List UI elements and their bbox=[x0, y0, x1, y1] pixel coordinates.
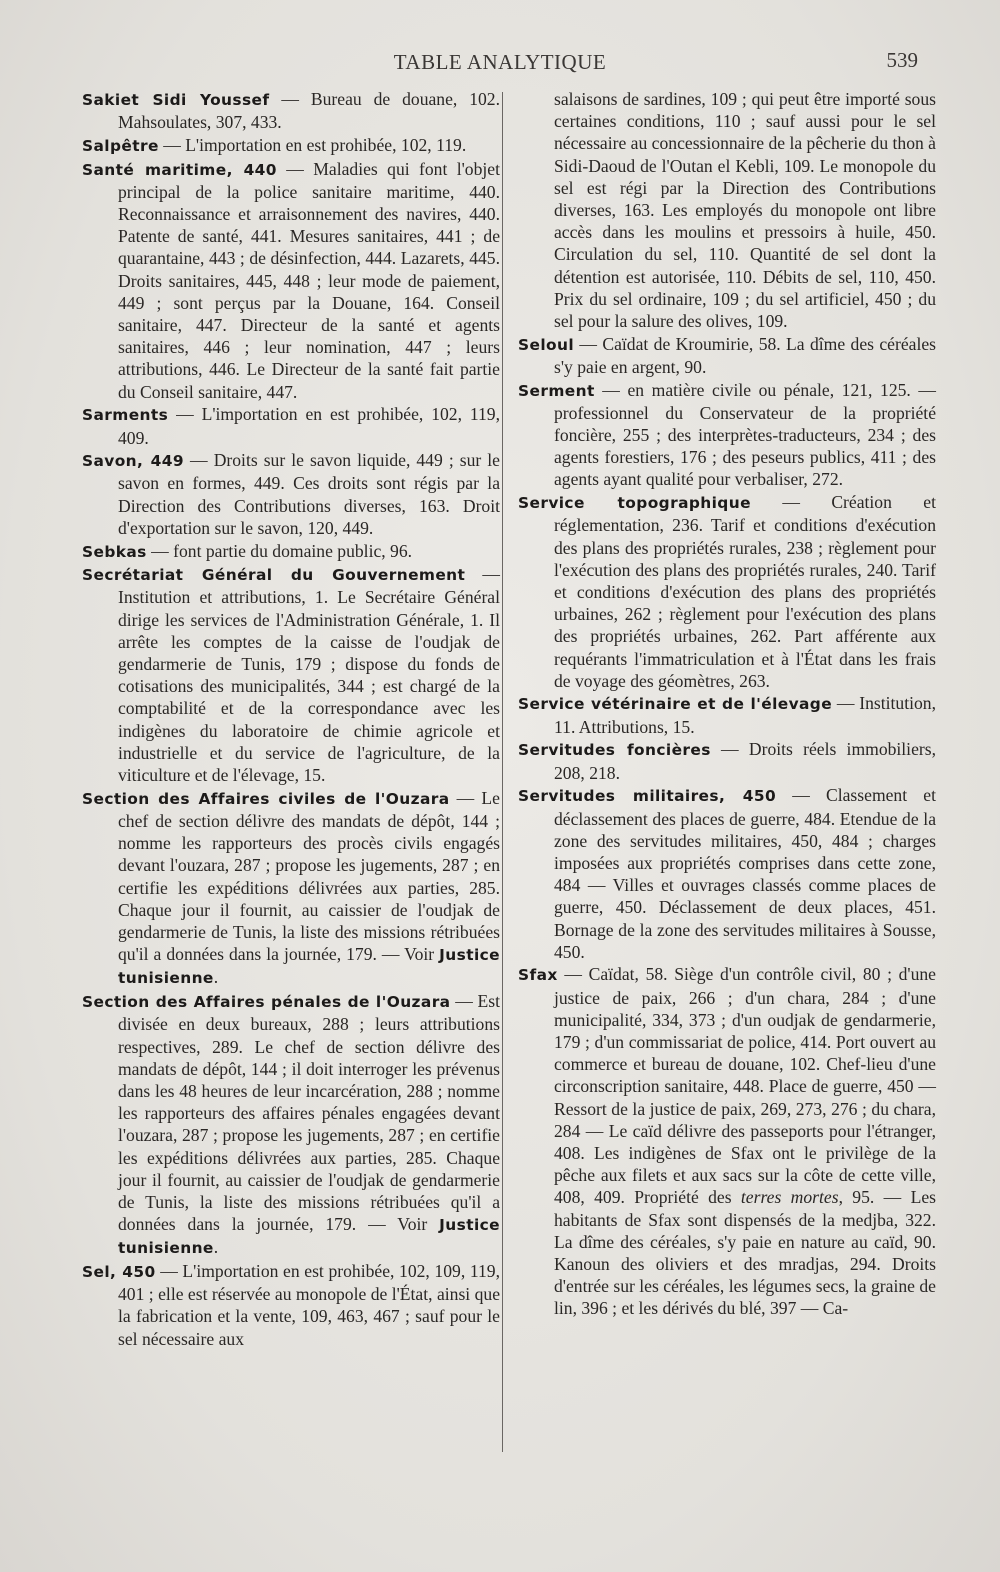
index-term: Serment bbox=[518, 381, 595, 400]
index-term: Santé maritime, 440 bbox=[82, 160, 277, 179]
index-term: Sarments bbox=[82, 406, 169, 425]
index-text: — Bureau de douane, 102. Mahsoulates, 307, 433. bbox=[118, 89, 500, 133]
index-italic-text: terres mortes bbox=[740, 1187, 839, 1208]
index-entry bbox=[518, 333, 936, 378]
index-entry bbox=[82, 449, 500, 539]
index-text: — font partie du domaine public, 96. bbox=[146, 540, 413, 561]
index-term: Savon, 449 bbox=[82, 452, 185, 471]
index-entry bbox=[518, 784, 936, 963]
page-number: 539 bbox=[886, 48, 918, 72]
index-column-left bbox=[82, 88, 500, 1350]
cross-reference: Justice tunisienne bbox=[118, 1216, 500, 1258]
index-text: — L'importation en est prohibée, 102, 119, 409. bbox=[118, 404, 500, 448]
index-text: — Institution et attributions, 1. Le Secrétaire Général dirige les services de l'Administration Générale, 1. Il arrête les comptes de la caisse de l'oudjak de gendarmerie de Tunis, 179 ; dispose du fonds de cotisations des municipalités, 344 ; est chargé de la comptabilité et de la correspondance avec les indigènes du laboratoire de chimie agricole et industrielle et du service de l'agriculture, de la viticulture et de l'élevage, 15. bbox=[118, 564, 500, 786]
index-term: Servitudes militaires, 450 bbox=[518, 787, 777, 806]
index-text: — Droits sur le savon liquide, 449 ; sur le savon en formes, 449. Ces droits sont régis par la Direction des Contributions diverses, 163. Droit d'exportation sur le savon, 120, 449. bbox=[118, 450, 500, 538]
index-entry bbox=[82, 88, 500, 133]
index-text: , 95. — Les habitants de Sfax sont dispensés de la medjba, 322. La dîme des céréales, s'y paie en nature au caïd, 90. Kanoun des oliviers et des mradjas, 294. Droits d'entrée sur les céréales, les légumes secs, la graine de lin, 396 ; et les dérivés du blé, 397 — Ca- bbox=[554, 1187, 936, 1319]
index-text: — Le chef de section délivre des mandats de dépôt, 144 ; nomme les rapporteurs des procès civils engagés devant l'ouzara, 287 ; propose les jugements, 287 ; en certifie les expéditions délivrées aux parties, 285. Chaque jour il fournit, au caissier de l'oudjak de gendarmerie de Tunis, la liste des missions rétribuées qu'il a données dans la journée, 179. — Voir bbox=[118, 787, 500, 965]
index-text: — Classement et déclassement des places de guerre, 484. Etendue de la zone des servitudes militaires, 450, 484 ; charges imposées aux propriétés comprises dans cette zone, 484 — Villes et ouvrages classés comme places de guerre, 450. Déclassement de deux places, 451. Bornage de la zone des servitudes militaires à Sousse, 450. bbox=[554, 785, 936, 962]
column-divider bbox=[502, 92, 503, 1452]
index-term: Sakiet Sidi Youssef bbox=[82, 91, 270, 109]
index-text: . bbox=[213, 967, 219, 988]
index-text: — L'importation en est prohibée, 102, 109, 119, 401 ; elle est réservée au monopole de l'État, ainsi que la fabrication et la vente, 109, 463, 467 ; sauf pour le sel nécessaire aux bbox=[118, 1261, 500, 1349]
index-entry bbox=[82, 787, 500, 990]
index-term: Seloul bbox=[518, 335, 575, 354]
index-entry bbox=[518, 379, 936, 491]
index-entry bbox=[518, 963, 936, 1319]
index-entry bbox=[82, 540, 500, 563]
index-text: — Caïdat, 58. Siège d'un contrôle civil, 80 ; d'une justice de paix, 266 ; d'un chara, 284 ; d'une municipalité, 334, 373 ; d'un oudjak de gendarmerie, 179 ; d'un commissariat de police, 414. Port ouvert au commerce et bureau de douane, 102. Chef-lieu d'une circonscription sanitaire, 448. Place de guerre, 450 — Ressort de la justice de paix, 269, 273, 276 ; du chara, 284 — Le caïd délivre des passeports pour l'étranger, 408. Les indigènes de Sfax ont le privilège de la pêche aux filets et aux sacs sur la côte de cette ville, 408, 409. Propriété des bbox=[554, 964, 936, 1208]
index-text: — Institution, 11. Attributions, 15. bbox=[554, 693, 936, 737]
index-term: Secrétariat Général du Gouvernement bbox=[82, 566, 466, 585]
index-entry bbox=[82, 403, 500, 448]
index-text: — Droits réels immobiliers, 208, 218. bbox=[554, 739, 936, 783]
index-column-right bbox=[518, 88, 936, 1320]
index-term: Sebkas bbox=[82, 542, 147, 561]
index-text: — Création et réglementation, 236. Tarif et conditions d'exécution des plans des propriétés rurales, 238 ; règlement pour l'exécution des plans des propriétés rurales, 240. Tarif et conditions d'exécution des plans des propriétés urbaines, 262 ; règlement pour l'exécution des plans des propriétés urbaines, 262. Part afférente aux requérants l'immatriculation et à l'État dans les frais de voyage des géomètres, 263. bbox=[554, 492, 936, 691]
index-entry bbox=[518, 491, 936, 692]
index-text: . bbox=[213, 1237, 219, 1258]
index-entry-continuation bbox=[518, 88, 936, 332]
index-entry bbox=[82, 134, 500, 157]
index-term: Service vétérinaire et de l'élevage bbox=[518, 695, 833, 714]
index-term: Sfax bbox=[518, 966, 558, 985]
index-term: Servitudes foncières bbox=[518, 741, 711, 760]
index-term: Service topographique bbox=[518, 494, 751, 513]
index-entry bbox=[82, 1260, 500, 1350]
index-text: — Est divisée en deux bureaux, 288 ; leurs attributions respectives, 289. Le chef de section délivre des mandats de dépôt, 144 ; il doit interroger les prévenus dans les 48 heures de leur incarcération, 288 ; nomme les rapporteurs des affaires pénales engagées devant l'ouzara, 287 ; propose les jugements, 287 ; en certifie les expéditions délivrées aux parties, 285. Chaque jour il fournit, au caissier de l'oudjak de gendarmerie de Tunis, la liste des missions rétribuées qu'il a données dans la journée, 179. — Voir bbox=[118, 991, 501, 1235]
index-text: salaisons de sardines, 109 ; qui peut être importé sous certaines conditions, 110 ; sauf aussi pour le sel nécessaire au concessionnaire de la pêcherie du thon à Sidi-Daoud de l'Outan el Kebli, 109. Le monopole du sel est régi par la Direction des Contributions diverses, 163. Les employés du monopole ont libre accès dans les moulins et pressoirs à huile, 450. Circulation du sel, 110. Quantité de sel dont la détention est autorisée, 110. Débits de sel, 110, 450. Prix du sel ordinaire, 109 ; du sel artificiel, 450 ; du sel pour la salure des olives, 109. bbox=[554, 89, 936, 332]
index-entry bbox=[82, 990, 500, 1259]
index-text: — en matière civile ou pénale, 121, 125. — professionnel du Conservateur de la propriété foncière, 255 ; des interprètes-traducteurs, 234 ; des agents forestiers, 176 ; des peseurs publics, 411 ; des agents ayant qualité pour verbaliser, 272. bbox=[554, 379, 936, 490]
cross-reference: Justice tunisienne bbox=[118, 946, 500, 988]
index-term: Section des Affaires civiles de l'Ouzara bbox=[82, 789, 450, 808]
index-text: — L'importation en est prohibée, 102, 119. bbox=[158, 134, 467, 155]
index-entry bbox=[82, 158, 500, 403]
index-entry bbox=[82, 563, 500, 786]
index-term: Section des Affaires pénales de l'Ouzara bbox=[82, 993, 451, 1012]
index-text: — Caïdat de Kroumirie, 58. La dîme des céréales s'y paie en argent, 90. bbox=[554, 333, 936, 377]
index-term: Sel, 450 bbox=[82, 1263, 156, 1282]
index-entry bbox=[518, 692, 936, 737]
index-text: — Maladies qui font l'objet principal de la police sanitaire maritime, 440. Reconnaissance et arraisonnement des navires, 440. Patente de santé, 441. Mesures sanitaires, 441 ; de quarantaine, 443 ; de désinfection, 444. Lazarets, 445. Droits sanitaires, 445, 448 ; leur mode de paiement, 449 ; sont perçus par la Douane, 164. Conseil sanitaire, 447. Directeur de la santé et agents sanitaires, 446 ; leur nomination, 447 ; leurs attributions, 446. Le Directeur de la santé fait partie du Conseil sanitaire, 447. bbox=[118, 158, 500, 402]
index-term: Salpêtre bbox=[82, 136, 159, 155]
running-header: TABLE ANALYTIQUE bbox=[393, 50, 607, 74]
index-entry bbox=[518, 738, 936, 783]
